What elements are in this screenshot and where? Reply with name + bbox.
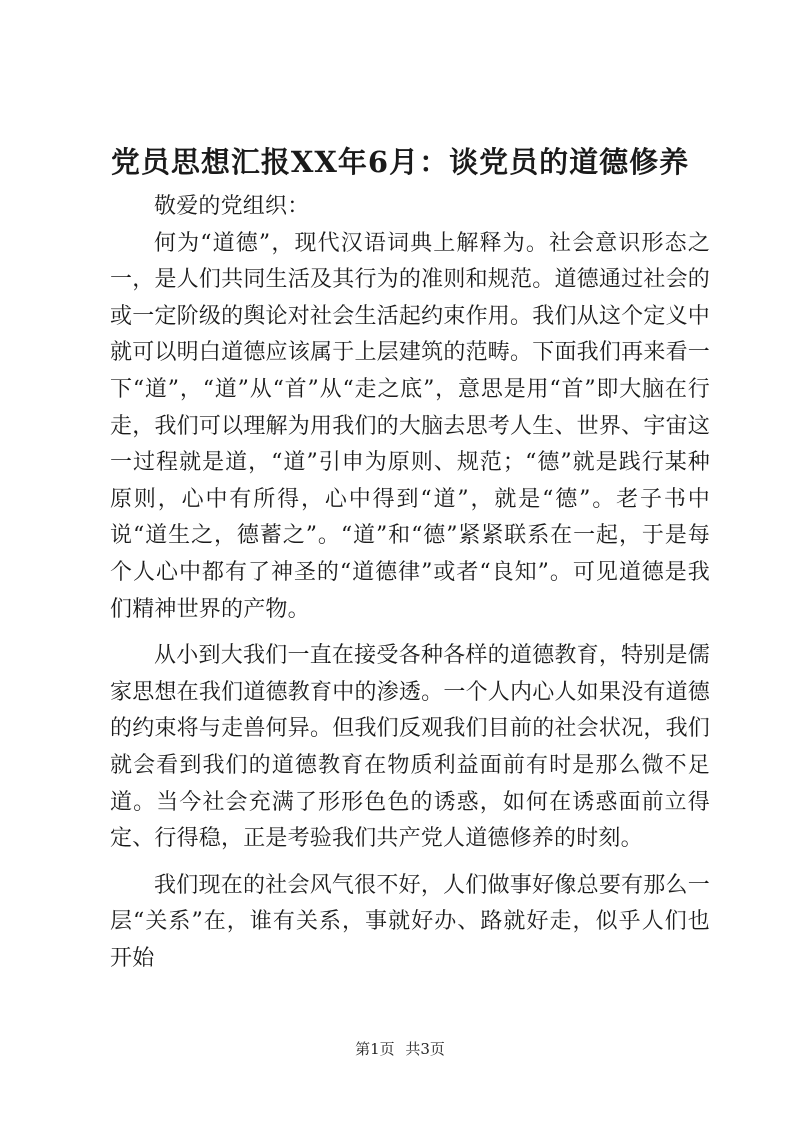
document-title: 党员思想汇报XX年6月：谈党员的道德修养 bbox=[110, 145, 690, 179]
paragraph-2: 从小到大我们一直在接受各种各样的道德教育，特别是儒家思想在我们道德教育中的渗透。一个人内心人如果没有道德的约束将与走兽何异。但我们反观我们目前的社会状况，我们就会看到我们的道德教育在物质利益面前有时是那么微不足道。当今社会充满了形形色色的诱惑，如何在诱惑面前立得定、行得稳，正是考验我们共产党人道德修养的时刻。 bbox=[110, 643, 710, 852]
paragraph-1: 何为“道德”，现代汉语词典上解释为。社会意识形态之一，是人们共同生活及其行为的准则和规范。道德通过社会的或一定阶级的舆论对社会生活起约束作用。我们从这个定义中就可以明白道德应该属于上层建筑的范畴。下面我们再来看一下“道”，“道”从“首”从“走之底”，意思是用“首”即大脑在行走，我们可以理解为用我们的大脑去思考人生、世界、宇宙这一过程就是道，“道”引申为原则、规范；“德”就是践行某种原则，心中有所得，心中得到“道”，就是“德”。老子书中说“道生之，德蓄之”。“道”和“德”紧紧联系在一起，于是每个人心中都有了神圣的“道德律”或者“良知”。可见道德是我们精神世界的产物。 bbox=[110, 230, 710, 622]
document-body bbox=[110, 189, 710, 977]
page-total: 共3页 bbox=[405, 1040, 445, 1058]
paragraph-3: 我们现在的社会风气很不好，人们做事好像总要有那么一层“关系”在，谁有关系，事就好办、路就好走，似乎人们也开始 bbox=[110, 872, 710, 971]
page-footer bbox=[0, 1039, 800, 1059]
page-number: 第1页 bbox=[355, 1040, 395, 1058]
salutation: 敬爱的党组织： bbox=[154, 194, 310, 219]
